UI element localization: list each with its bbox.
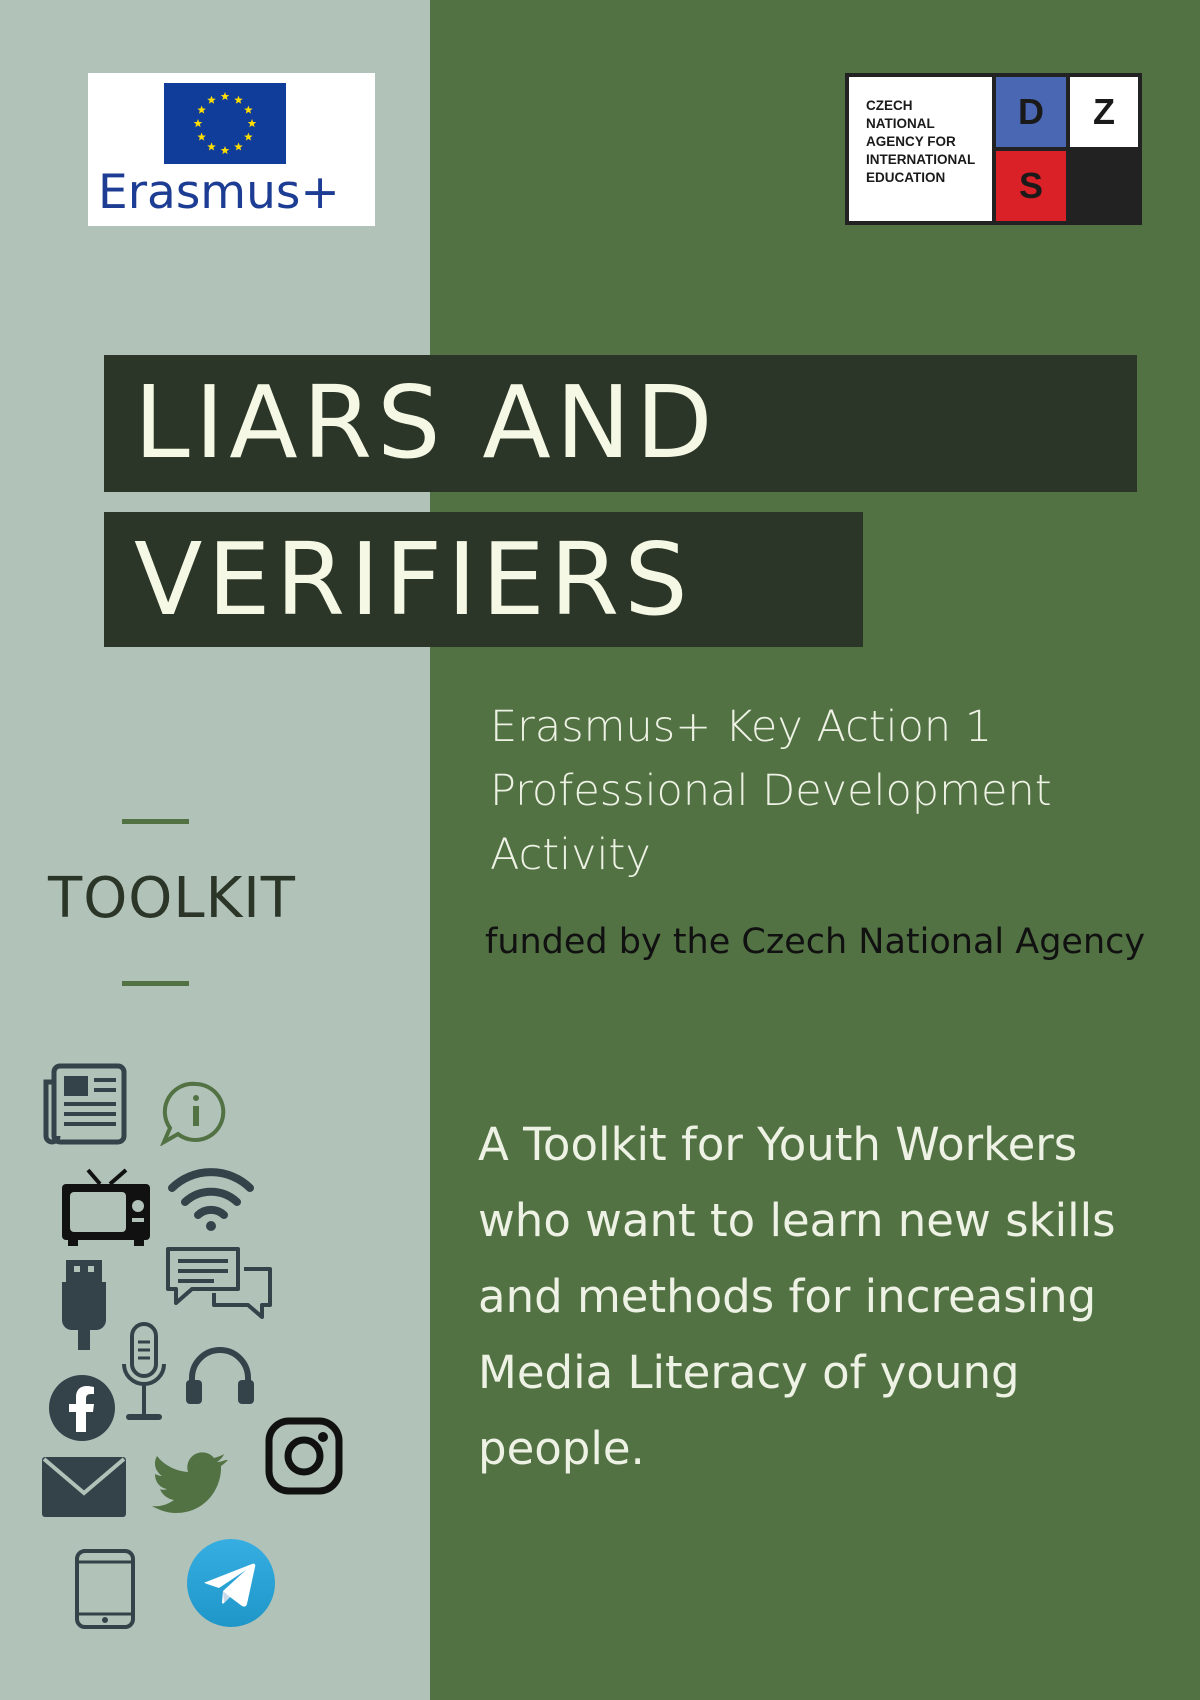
eu-star-icon (221, 146, 230, 154)
eu-flag-icon (164, 83, 286, 164)
toolkit-label: TOOLKIT (48, 866, 297, 931)
title-line-1: LIARS AND (134, 364, 718, 481)
title-line-2: VERIFIERS (134, 521, 693, 638)
agency-letter-z: Z (1070, 77, 1138, 147)
toolkit-top-divider (122, 819, 189, 824)
agency-name-box (849, 77, 992, 221)
tablet-icon (74, 1548, 136, 1634)
agency-logo (845, 73, 1142, 225)
erasmus-logo-text: Erasmus+ (98, 165, 340, 220)
eu-star-icon (234, 142, 243, 150)
headphones-icon (184, 1344, 256, 1410)
subtitle: Erasmus+ Key Action 1 Professional Development Activity (490, 702, 1052, 880)
wifi-icon (168, 1162, 254, 1236)
agency-letter-d: D (996, 77, 1066, 147)
eu-star-icon (221, 92, 230, 100)
title-bar-2 (104, 512, 863, 647)
facebook-icon (48, 1374, 116, 1446)
description: A Toolkit for Youth Workers who want to learn new skills and methods for increasing Media Literacy of young people. (478, 1118, 1116, 1475)
eu-star-icon (244, 133, 253, 141)
eu-star-icon (244, 106, 253, 114)
instagram-icon (265, 1417, 343, 1499)
toolkit-bottom-divider (122, 981, 189, 986)
title-bar-1 (104, 355, 1137, 492)
twitter-icon (150, 1452, 228, 1522)
agency-letter-s: S (996, 151, 1066, 221)
telegram-icon (186, 1538, 276, 1632)
eu-star-icon (234, 96, 243, 104)
eu-star-icon (248, 119, 257, 127)
agency-name: CZECH NATIONAL AGENCY FOR INTERNATIONAL EDUCATION (866, 98, 976, 185)
usb-icon (58, 1258, 110, 1354)
erasmus-logo (88, 73, 375, 226)
eu-star-icon (207, 142, 216, 150)
chat-bubbles-icon (164, 1245, 274, 1323)
eu-star-icon (194, 119, 203, 127)
tv-icon (60, 1168, 152, 1250)
eu-star-icon (207, 96, 216, 104)
newspaper-icon (42, 1062, 128, 1150)
microphone-icon (120, 1320, 170, 1428)
eu-star-icon (197, 106, 206, 114)
chat-info-icon (158, 1080, 228, 1150)
eu-star-icon (197, 133, 206, 141)
mail-icon (42, 1457, 126, 1521)
funded-by: funded by the Czech National Agency (485, 922, 1146, 962)
